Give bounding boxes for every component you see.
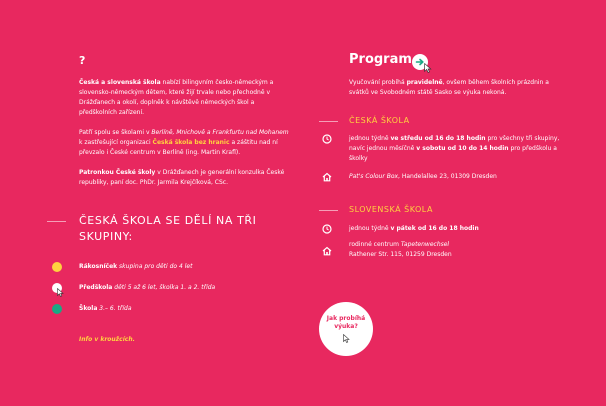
slov-place-b: Tapetenwechsel <box>400 241 450 248</box>
info-note: Info v kroužcích. <box>79 336 135 343</box>
slov-t2: v pátek od 16 do 18 hodin <box>390 225 479 232</box>
group-name: Předškola <box>79 284 113 291</box>
intro-text-1: nabízí bilingvním česko-německým a slovensko-německým dětem, které žijí trvale nebo přechodně v Drážďanech a okolí, doplněk k návštěvě německých škol a předškolních zařízení. <box>79 79 274 116</box>
intro-paragraph-1 <box>79 78 294 118</box>
program-description <box>349 78 564 98</box>
groups-heading: ČESKÁ ŠKOLA SE DĚLÍ NA TŘI SKUPINY: <box>79 214 257 243</box>
org-link[interactable]: Česká škola bez hranic <box>152 139 230 146</box>
divider-left <box>47 221 66 222</box>
slovenska-skola-heading: SLOVENSKÁ ŠKOLA <box>349 205 433 214</box>
house-icon <box>322 246 332 256</box>
divider-slovenska <box>319 210 338 211</box>
ceska-schedule <box>349 134 564 164</box>
clock-icon <box>322 224 332 234</box>
group-desc: skupina pro děti do 4 let <box>117 263 193 270</box>
program-desc-b: , ovšem během školních prázdnin a svátků ve Svobodném státě Sasko se výuka nekoná. <box>349 79 549 96</box>
intro-paragraph-2 <box>79 128 294 158</box>
ceska-t2: ve středu od 16 do 18 hodin <box>390 135 486 142</box>
ceska-t4: v sobotu od 10 do 14 hodin <box>416 145 509 152</box>
slov-place-a: rodinné centrum <box>349 241 401 248</box>
group-item-predskola <box>79 283 215 293</box>
intro-text-3: v Drážďanech je generální konzulka České republiky, paní doc. PhDr. Jarmila Krejčíková, CSc. <box>79 169 285 186</box>
group-name: Rákosníček <box>79 263 118 270</box>
ceska-t3: pro všechny tři skupiny, navíc jednou měsíčně <box>349 135 560 152</box>
clock-icon <box>322 134 332 144</box>
ceska-place-address: , Handelallee 23, 01309 Dresden <box>398 173 497 180</box>
group-dot-rakosnicek[interactable] <box>52 262 62 272</box>
cursor-icon <box>343 334 350 343</box>
slov-place-line1 <box>349 240 564 250</box>
group-name: Škola <box>79 305 98 312</box>
program-title: Program <box>349 52 412 67</box>
intro-text-2b: k zastřešující organizaci <box>79 139 153 146</box>
intro-text-2a: Patří spolu se školami v <box>79 129 152 136</box>
intro-text-2c: a záštitu nad ní převzalo i České centrum v Berlíně (ing. Martin Krafl). <box>79 139 278 156</box>
program-desc-strong: pravidelně <box>406 79 443 86</box>
left-title: ? <box>79 54 86 67</box>
group-desc: 3.– 6. třída <box>97 305 132 312</box>
faq-button[interactable] <box>319 302 373 356</box>
cursor-icon <box>57 288 64 297</box>
house-icon <box>322 172 332 182</box>
slov-place-line2: Rathener Str. 115, 01259 Dresden <box>349 251 452 258</box>
slovenska-place <box>349 240 564 260</box>
slovenska-schedule <box>349 224 564 234</box>
group-dot-skola[interactable] <box>52 304 62 314</box>
group-item-skola <box>79 304 132 314</box>
ceska-t5: pro předškolu a školky <box>349 145 557 162</box>
intro-strong-1: Česká a slovenská škola <box>79 79 161 86</box>
program-desc-a: Vyučování probíhá <box>349 79 407 86</box>
faq-label: Jak probíhá výuka? <box>326 315 366 330</box>
intro-paragraph-3 <box>79 168 294 188</box>
intro-strong-3: Patronkou České školy <box>79 169 156 176</box>
intro-cities: Berlíně, Mnichově a Frankfurtu nad Mohanem <box>151 129 289 136</box>
slov-t1: jednou týdně <box>349 225 391 232</box>
divider-ceska <box>319 121 338 122</box>
ceska-skola-heading: ČESKÁ ŠKOLA <box>349 116 410 125</box>
cursor-icon <box>424 63 432 73</box>
ceska-place-name: Pat's Colour Box <box>349 173 399 180</box>
ceska-t1: jednou týdně <box>349 135 391 142</box>
ceska-place <box>349 172 564 182</box>
group-item-rakosnicek <box>79 262 192 272</box>
group-desc: děti 5 až 6 let, školka 1. a 2. třída <box>112 284 216 291</box>
